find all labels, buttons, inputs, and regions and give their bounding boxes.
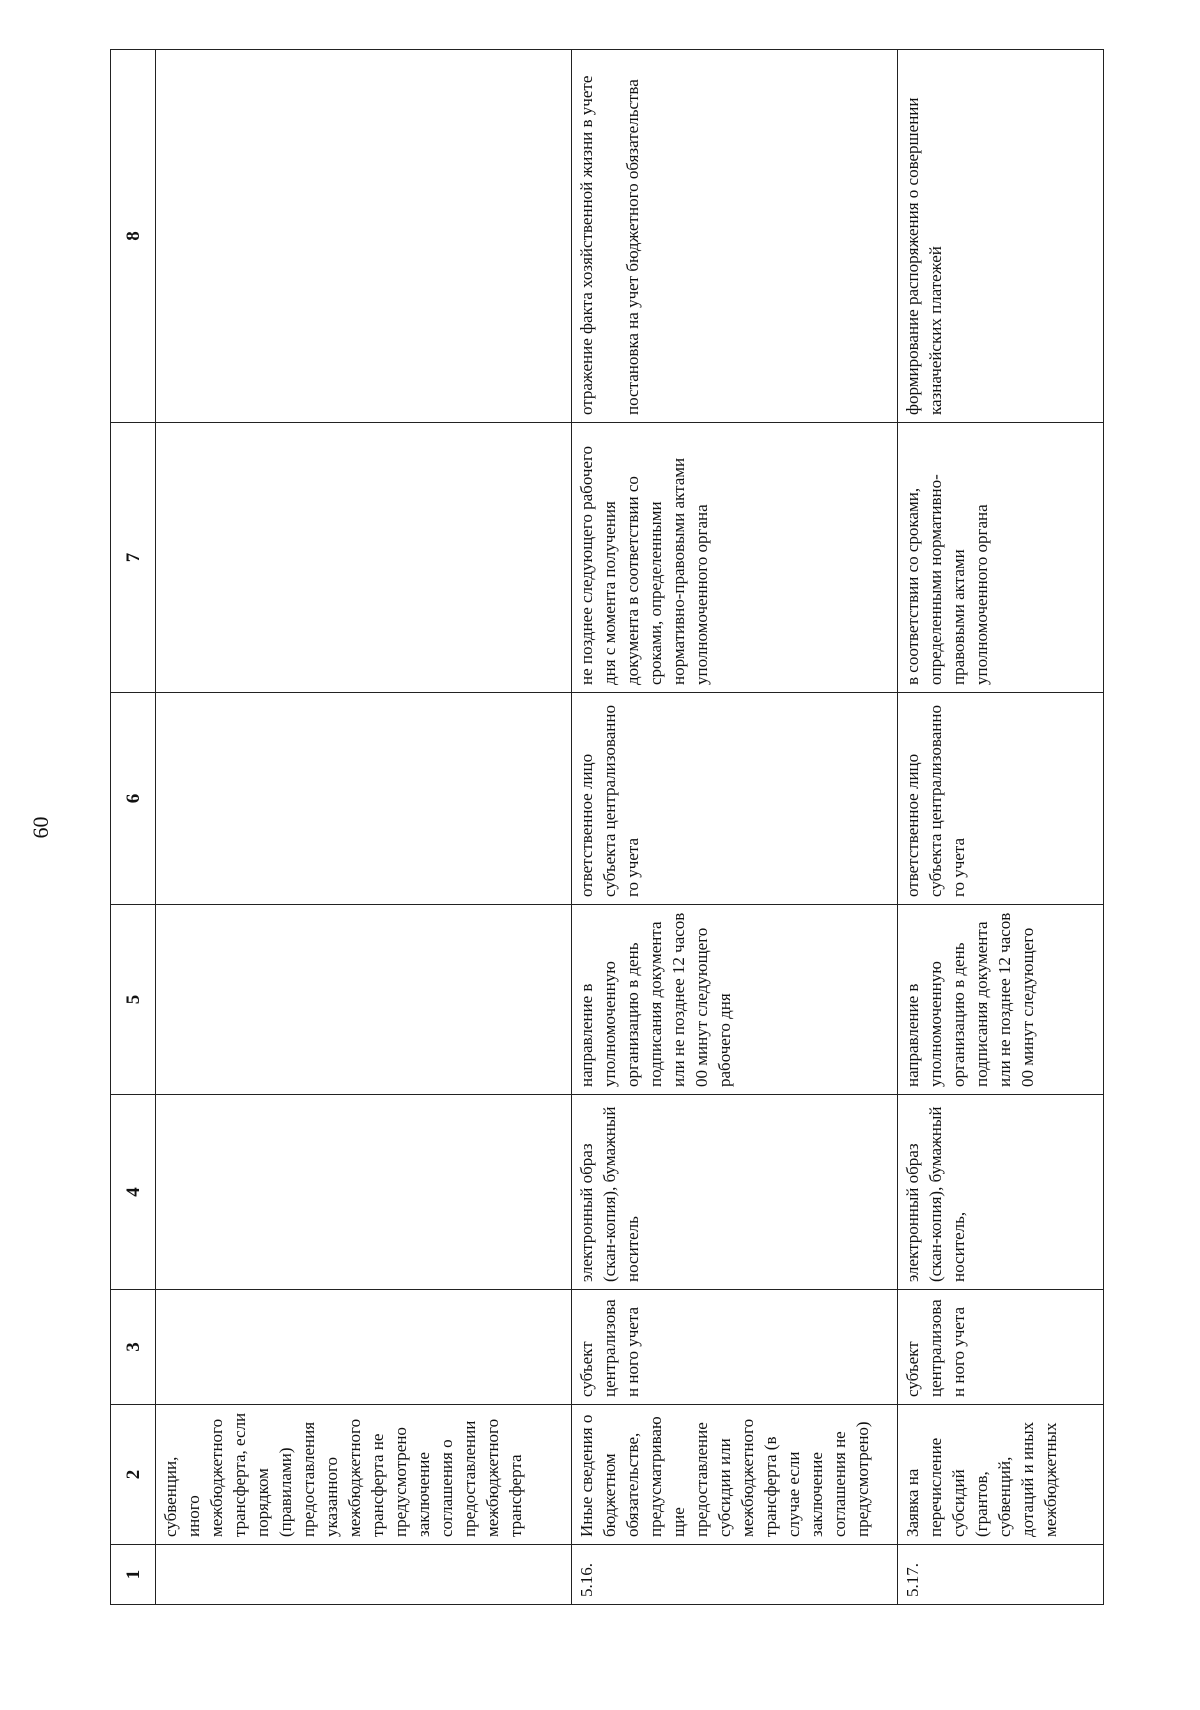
cell-purpose bbox=[572, 50, 898, 423]
purpose-line-2: постановка на учет бюджетного обязательства bbox=[623, 79, 642, 415]
cell-processing-terms bbox=[156, 423, 572, 693]
cell-form: электронный образ (скан-копия), бумажный носитель bbox=[572, 1095, 898, 1290]
cell-responsible: ответственное лицо субъекта централизованно го учета bbox=[572, 693, 898, 905]
cell-author bbox=[156, 1290, 572, 1405]
cell-submission-terms bbox=[156, 905, 572, 1095]
header-col-6: 6 bbox=[111, 693, 156, 905]
cell-responsible: ответственное лицо субъекта централизованно го учета bbox=[898, 693, 1104, 905]
cell-submission-terms: направление в уполномоченную организацию в день подписания документа или не позднее 12 часов 00 минут следующего рабочего дня bbox=[572, 905, 898, 1095]
purpose-line-1: отражение факта хозяйственной жизни в учете bbox=[577, 75, 596, 415]
cell-author: субъект централизован ного учета bbox=[572, 1290, 898, 1405]
header-col-1: 1 bbox=[111, 1545, 156, 1605]
cell-form bbox=[156, 1095, 572, 1290]
header-col-3: 3 bbox=[111, 1290, 156, 1405]
cell-responsible bbox=[156, 693, 572, 905]
cell-author: субъект централизован ного учета bbox=[898, 1290, 1104, 1405]
cell-number: 5.16. bbox=[572, 1545, 898, 1605]
register-table bbox=[110, 49, 1104, 1605]
cell-document-name: субвенции, иного межбюджетного трансферта, если порядком (правилами) предоставления указанного межбюджетного трансферта не предусмотрено заключение соглашения о предоставлении межбюджетного трансферта bbox=[156, 1405, 572, 1545]
cell-purpose: формирование распоряжения о совершении казначейских платежей bbox=[898, 50, 1104, 423]
header-col-5: 5 bbox=[111, 905, 156, 1095]
header-col-7: 7 bbox=[111, 423, 156, 693]
cell-processing-terms: не позднее следующего рабочего дня с момента получения документа в соответствии со сроками, определенными нормативно-правовыми актами уполномоченного органа bbox=[572, 423, 898, 693]
cell-document-name: Иные сведения о бюджетном обязательстве, предусматриваю щие предоставление субсидии или межбюджетного трансферта (в случае если заключение соглашения не предусмотрено) bbox=[572, 1405, 898, 1545]
cell-form: электронный образ (скан-копия), бумажный носитель, bbox=[898, 1095, 1104, 1290]
table-row-5-16 bbox=[572, 50, 898, 1605]
cell-purpose bbox=[156, 50, 572, 423]
header-col-4: 4 bbox=[111, 1095, 156, 1290]
header-col-8: 8 bbox=[111, 50, 156, 423]
table-header-row bbox=[111, 50, 156, 1605]
cell-processing-terms: в соответствии со сроками, определенными нормативно-правовыми актами уполномоченного органа bbox=[898, 423, 1104, 693]
cell-document-name: Заявка на перечисление субсидий (грантов, субвенций, дотаций и иных межбюджетных bbox=[898, 1405, 1104, 1545]
cell-submission-terms: направление в уполномоченную организацию в день подписания документа или не позднее 12 часов 00 минут следующего bbox=[898, 905, 1104, 1095]
header-col-2: 2 bbox=[111, 1405, 156, 1545]
document-page bbox=[28, 50, 1155, 1605]
table-row-continuation bbox=[156, 50, 572, 1605]
cell-number: 5.17. bbox=[898, 1545, 1104, 1605]
cell-number bbox=[156, 1545, 572, 1605]
page-number: 60 bbox=[28, 816, 53, 839]
table-row-5-17 bbox=[898, 50, 1104, 1605]
